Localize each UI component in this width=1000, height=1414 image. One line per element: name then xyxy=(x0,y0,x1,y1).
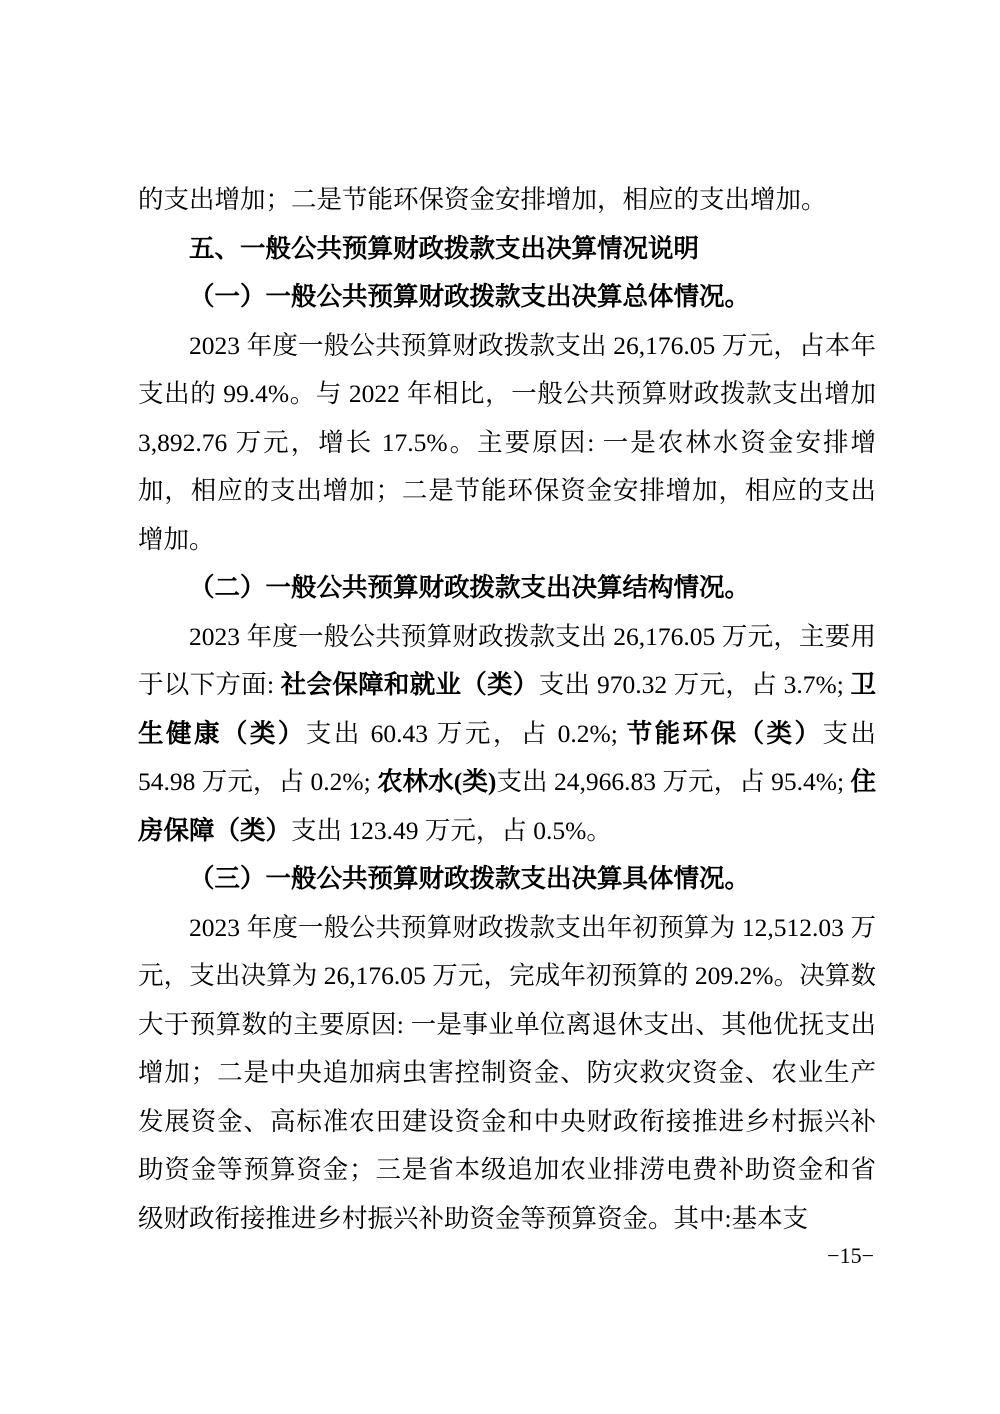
category-housing-security: 住房保障（类） xyxy=(138,767,877,845)
category-agriculture-forestry-water: 农林水(类) xyxy=(377,767,497,796)
category-social-security-employment: 社会保障和就业（类） xyxy=(280,670,539,699)
category-health: 卫生健康（类） xyxy=(138,670,876,748)
subsection-heading-2: （二）一般公共预算财政拨款支出决算结构情况。 xyxy=(189,573,751,602)
paragraph-budget-detail: 2023 年度一般公共预算财政拨款支出年初预算为 12,512.03 万元，支出决算为 26,176.05 万元，完成年初预算的 209.2%。决算数大于预算数的主要原因: 一是事业单位离退休支出、其他优抚支出增加；二是中央追加病虫害控制资金、防灾救灾资金、农业生产发展资金、高标准农田建设资金和中央财政衔接推进乡村振兴补助资金等预算资金；三是省本级追加农业排涝电费补助资金和省级财政衔接推进乡村振兴补助资金等预算资金。其中:基本支 xyxy=(138,912,876,1233)
text-run: 2023 年度一般公共预算财政拨款支出 26,176.05 万元，主要用于以下方面: xyxy=(138,621,876,699)
subsection-heading-3: （三）一般公共预算财政拨款支出决算具体情况。 xyxy=(189,864,751,893)
text-run: 支出 123.49 万元，占 0.5%。 xyxy=(291,815,612,845)
text-run: 支出 970.32 万元，占 3.7%; xyxy=(538,670,851,699)
paragraph-continuation: 的支出增加；二是节能环保资金安排增加，相应的支出增加。 xyxy=(138,185,827,214)
document-body xyxy=(138,176,876,1243)
section-heading-five: 五、一般公共预算财政拨款支出决算情况说明 xyxy=(189,233,700,263)
paragraph-overall-situation: 2023 年度一般公共预算财政拨款支出 26,176.05 万元，占本年支出的 99.4%。与 2022 年相比，一般公共预算财政拨款支出增加 3,892.76 万元，增长 17.5%。主要原因: 一是农林水资金安排增加，相应的支出增加；二是节能环保资金安排增加，相应的支出增加。 xyxy=(138,330,876,554)
subsection-heading-1: （一）一般公共预算财政拨款支出决算总体情况。 xyxy=(189,282,751,311)
text-run: 支出 54.98 万元，占 0.2%; xyxy=(138,718,876,796)
category-energy-conservation: 节能环保（类） xyxy=(626,718,823,748)
paragraph-expenditure-structure xyxy=(138,613,876,856)
text-run: 支出 60.43 万元，占 0.2%; xyxy=(305,718,627,748)
page-number: −15− xyxy=(827,1243,874,1268)
text-run: 支出 24,966.83 万元，占 95.4%; xyxy=(496,767,851,796)
